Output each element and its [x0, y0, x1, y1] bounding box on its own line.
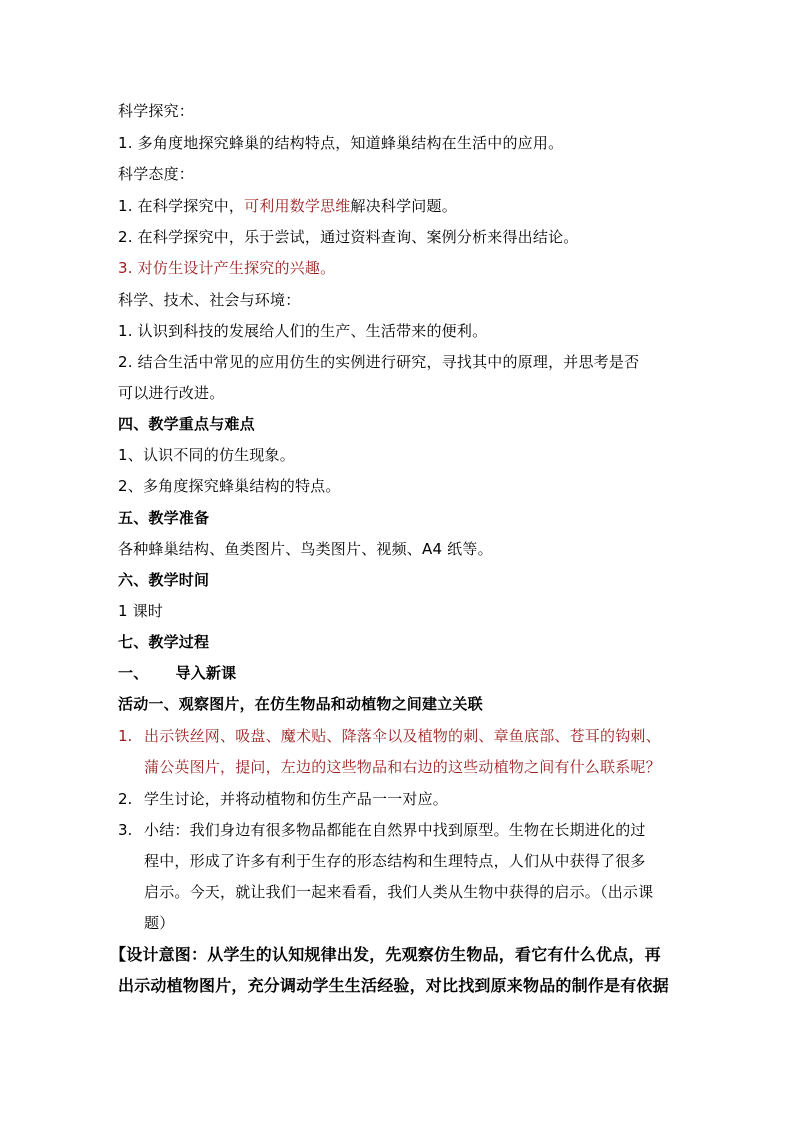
text-line: 2. 在科学探究中，乐于尝试，通过资料查询、案例分析来得出结论。 [118, 228, 579, 246]
list-number: 2. [118, 790, 133, 808]
text-line: 1. 多角度地探究蜂巢的结构特点，知道蜂巢结构在生活中的应用。 [118, 134, 564, 152]
list-item-text: 程中，形成了许多有利于生存的形态结构和生理特点，人们从中获得了很多 [144, 852, 646, 870]
list-item-text: 出示铁丝网、吸盘、魔术贴、降落伞以及植物的刺、章鱼底部、苍耳的钩刺、 [144, 727, 661, 745]
list-item-text: 学生讨论，并将动植物和仿生产品一一对应。 [144, 790, 449, 808]
section-heading-5: 五、教学准备 [118, 509, 210, 527]
list-item-text: 小结：我们身边有很多物品都能在自然界中找到原型。生物在长期进化的过 [144, 821, 646, 839]
heading-science-inquiry: 科学探究： [118, 102, 195, 120]
list-number: 1. [118, 727, 133, 745]
text-line [118, 195, 457, 217]
heading-science-attitude: 科学态度： [118, 165, 195, 183]
text-line: 1、认识不同的仿生现象。 [118, 446, 295, 464]
text-line: 2、多角度探究蜂巢结构的特点。 [118, 477, 341, 495]
subsection-heading: 一、 导入新课 [118, 664, 237, 682]
text-line: 1 课时 [118, 602, 164, 620]
list-item-text: 启示。今天，就让我们一起来看看，我们人类从生物中获得的启示。（出示课 [144, 883, 654, 901]
list-number: 3. [118, 821, 133, 839]
text-line: 可以进行改进。 [118, 384, 225, 402]
text-segment-highlight: 可利用数学思维 [244, 197, 351, 215]
list-item-text: 题） [144, 914, 175, 932]
text-segment: 1. 在科学探究中， [118, 197, 245, 215]
text-segment: 解决科学问题。 [350, 197, 457, 215]
section-heading-7: 七、教学过程 [118, 633, 210, 651]
text-line: 1. 认识到科技的发展给人们的生产、生活带来的便利。 [118, 322, 488, 340]
section-heading-4: 四、教学重点与难点 [118, 415, 255, 433]
design-intent-line: 出示动植物图片，充分调动学生生活经验，对比找到原来物品的制作是有依据 [118, 976, 669, 995]
list-item-text: 蒲公英图片，提问，左边的这些物品和右边的这些动植物之间有什么联系呢？ [144, 758, 661, 776]
section-heading-6: 六、教学时间 [118, 571, 210, 589]
heading-sts: 科学、技术、社会与环境： [118, 291, 301, 309]
text-line-highlight: 3. 对仿生设计产生探究的兴趣。 [118, 259, 336, 277]
design-intent-line: 【设计意图：从学生的认知规律出发，先观察仿生物品，看它有什么优点，再 [110, 945, 661, 964]
activity-heading: 活动一、观察图片，在仿生物品和动植物之间建立关联 [118, 695, 483, 713]
text-line: 各种蜂巢结构、鱼类图片、鸟类图片、视频、A4 纸等。 [118, 540, 493, 558]
text-line: 2. 结合生活中常见的应用仿生的实例进行研究，寻找其中的原理，并思考是否 [118, 353, 640, 371]
